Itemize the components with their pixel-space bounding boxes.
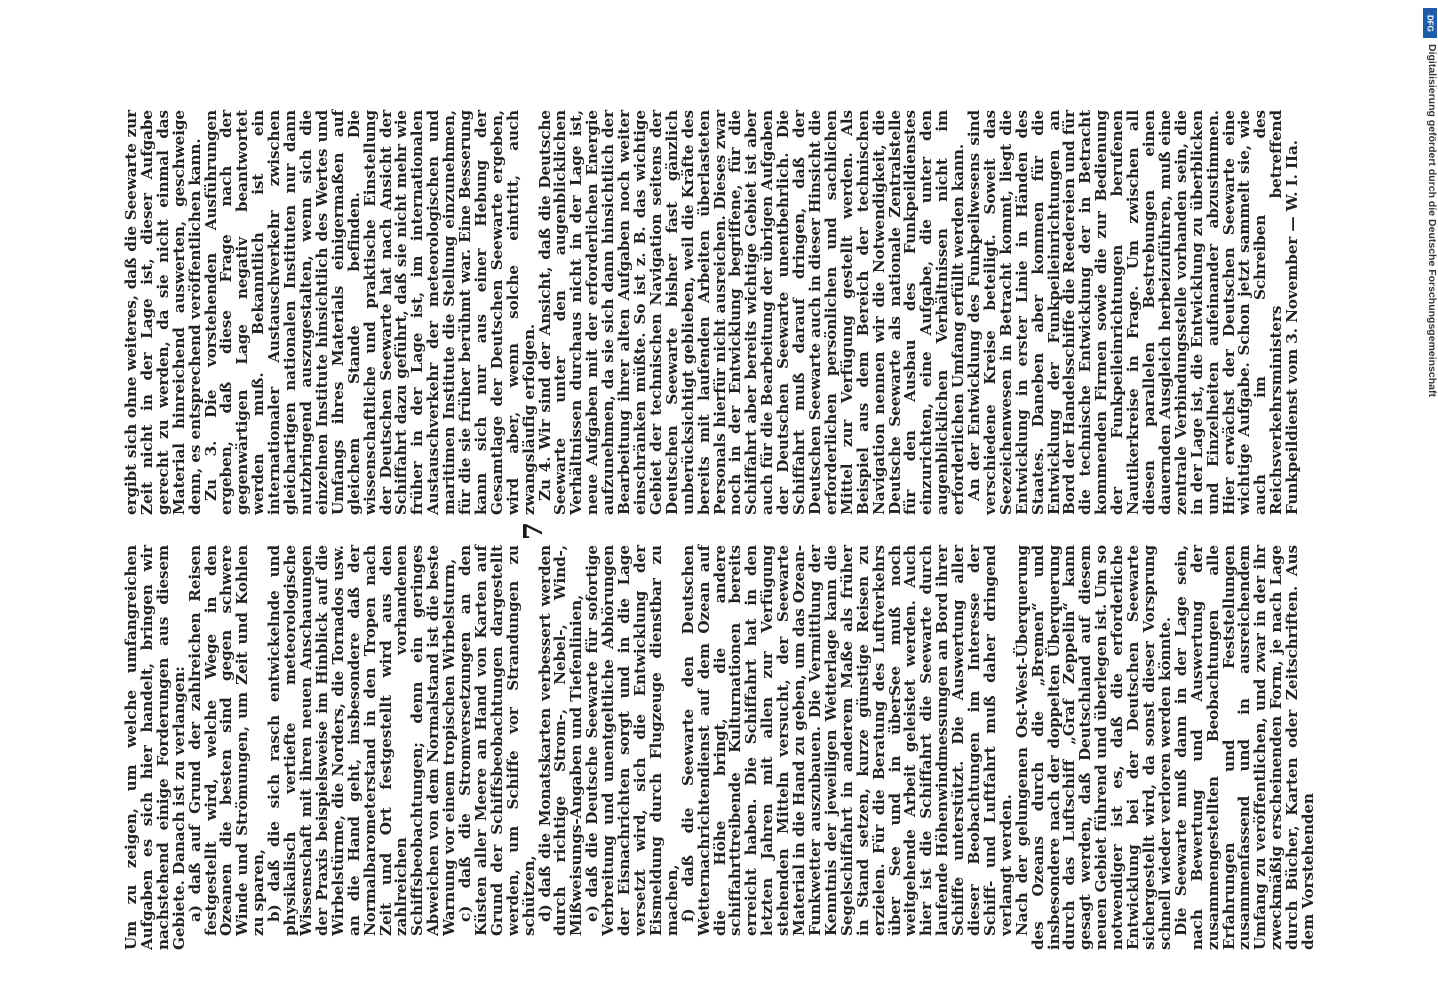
paragraph: ergibt sich ohne weiteres, daß die Seewarte zur Zeit nicht in der Lage ist, dieser Aufgabe gerecht zu werden, da sie nicht einmal das Material hinreichend auswerten, geschweige denn, es entsprechend veröffentlichen kann. — [122, 110, 204, 515]
paragraph: c) daß die Stromversetzungen an den Küsten aller Meere an Hand von Karten auf Grund der Schiffsbeobachtungen dargestellt werden, um Schiffe vor Strandungen zu schützen, — [456, 545, 538, 936]
page-number: 7 — [519, 521, 549, 540]
left-text-column — [124, 545, 1424, 950]
paragraph: Die Seewarte muß dann in der Lage sein, nach Bewertung und Auswertung der zusammengestellten Beobachtungen alle Erfahrungen und Feststellungen zusammenfassend und in ausreichendem Umfang zu veröffentlichen, und zwar in der ihr zweckmäßig erscheinenden Form, je nach Lage durch Bücher, Karten oder Zeitschriften. Aus dem Vorstehenden — [1171, 545, 1318, 950]
paragraph: Um zu zeigen, um welche umfangreichen Aufgaben es sich hier handelt, bringen wir nachstehend einige Forderungen aus diesem Gebiete. Danach ist zu verlangen: — [122, 545, 188, 950]
paragraph: An der Entwicklung des Funkpeilwesens sind verschiedene Kreise beteiligt. Soweit das Seezeichenwesen in Betracht kommt, liegt die Entwicklung in erster Linie in Händen des Staates. Daneben aber kommen für die Entwicklung der Funkpeileinrichtungen an Bord der Handelsschiffe die Reedereien und für die technische Entwicklung der in Betracht kommenden Firmen sowie die zur Bedienung der Funkpeileinrichtungen berufenen Nautikerkreise in Frage. Um zwischen all diesen parallelen Bestrebungen einen dauernden Ausgleich herbeizuführen, muß eine zentrale Verbindungsstelle vorhanden sein, die in der Lage ist, die Entwicklung zu überblicken und Einzelheiten aufeinander abzustimmen. Hier erwächst der Deutschen Seewarte eine wichtige Aufgabe. Schon jetzt sammelt sie, wie auch im Schreiben des Reichsverkehrsministers betreffend Funkpeildienst vom 3. November — W. I. IIa. — [965, 110, 1302, 515]
paragraph: Nach der gelungenen Ost-West-Überquerung des Ozeans durch die „Bremen“ und insbesondere nach der doppelten Überquerung durch das Luftschiff „Graf Zeppelin“ kann gesagt werden, daß Deutschland auf diesem neuen Gebiet führend und überlegen ist. Um so notwendiger ist es, daß die erforderliche Entwicklung bei der Deutschen Seewarte sichergestellt wird, da sonst dieser Vorsprung schnell wieder verloren werden könnte. — [1012, 545, 1174, 950]
paragraph: d) daß die Monatskarten verbessert werden durch richtige Strom-, Nebel-, Wind-, Mißweisungs-Angaben und Tiefenlinien, — [535, 545, 586, 936]
paragraph: f) daß die Seewarte den Deutschen Wetternachrichtendienst auf dem Ozean auf die Höhe bringt, die andere schiffahrttreibende Kulturnationen bereits erreicht haben. Die Schiffahrt hat in den letzten Jahren mit allen zur Verfügung stehenden Mitteln versucht, der Seewarte Material in die Hand zu geben, um das Ozean-Funkwetter auszubauen. Die Vermittlung der Kenntnis der jeweiligen Wetterlage kann die Segelschiffahrt in anderem Maße als früher in Stand setzen, kurze günstige Reisen zu erzielen. Für die Beratung des Luftverkehrs über See und in überSee muß noch weitgehende Arbeit geleistet werden. Auch hier ist die Schiffahrt die Seewarte durch laufende Höhenwindmessungen an Bord ihrer Schiffe unterstützt. Die Auswertung aller dieser Beobachtungen im Interesse der Schiff- und Luftfahrt muß daher dringend verlangt werden. — [678, 545, 1015, 936]
paragraph: Zu 3. Die vorstehenden Ausführungen ergeben, daß diese Frage nach der gegenwärtigen Lage negativ beantwortet werden muß. Bekanntlich ist ein internationaler Austauschverkehr zwischen gleichartigen nationalen Instituten nur dann nutzbringend auszugestalten, wenn sich die einzelnen Institute hinsichtlich des Wertes und Umfangs ihres Materials einigermaßen auf gleichem Stande befinden. Die wissenschaftliche und praktische Einstellung der Deutschen Seewarte hat nach Ansicht der Schiffahrt dazu geführt, daß sie nicht mehr wie früher in der Lage ist, im internationalen Austauschverkehr der meteorologischen und maritimen Institute die Stellung einzunehmen, für die sie früher berühmt war. Eine Besserung kann sich nur aus einer Hebung der Gesamtlage der Deutschen Seewarte ergeben, wird aber, wenn solche eintritt, auch zwangsläufig erfolgen. — [201, 110, 538, 515]
paragraph: e) daß die Deutsche Seewarte für sofortige Verbreitung und unentgeltliche Abhörungen der Eisnachrichten sorgt und in die Lage versetzt wird, sich die Entwicklung der Eismeldung durch Flugzeuge dienstbar zu machen, — [583, 545, 681, 936]
right-text-column — [124, 110, 1424, 515]
dfg-logo: DFG — [1423, 8, 1437, 38]
paragraph: a) daß auf Grund der zahlreichen Reisen festgestellt wird, welche Wege in den Ozeanen die besten sind gegen schwere Winde und Strömungen, um Zeit und Kohlen zu sparen, — [185, 545, 268, 936]
paragraph: b) daß die sich rasch entwickelnde und physikalisch vertiefte meteorologische Wissenschaft mit ihren neuen Anschauungen der Praxis beispielsweise im Hinblick auf die Wirbelstürme, die Norders, die Tornados usw. an die Hand geht, insbesondere daß der Normalbarometerstand in den Tropen nach Zeit und Ort festgestellt wird aus den zahlreichen vorhandenen Schiffsbeobachtungen; denn ein geringes Abweichen von dem Normalstand ist die beste Warnung vor einem tropischen Wirbelsturm, — [265, 545, 459, 936]
digitization-credit: Digitalisierung gefördert durch die Deutsche Forschungsgemeinschaft — [1426, 44, 1438, 397]
paragraph: Zu 4. Wir sind der Ansicht, daß die Deutsche Seewarte unter den augenblicklichen Verhältnissen durchaus nicht in der Lage ist, neue Aufgaben mit der erforderlichen Energie aufzunehmen, da sie sich dann hinsichtlich der Bearbeitung ihrer alten Aufgaben noch weiter einschränken müßte. So ist z. B. das wichtige Gebiet der technischen Navigation seitens der Deutschen Seewarte bisher fast gänzlich unberücksichtigt geblieben, weil die Kräfte des bereits mit laufenden Arbeiten überlasteten Personals hierfür nicht ausreichen. Dieses zwar noch in der Entwicklung begriffene, für die Schiffahrt aber bereits wichtige Gebiet ist aber auch für die Bearbeitung der übrigen Aufgaben der Deutschen Seewarte unentbehrlich. Die Schiffahrt muß darauf dringen, daß der Deutschen Seewarte auch in dieser Hinsicht die erforderlichen persönlichen und sachlichen Mittel zur Verfügung gestellt werden. Als Beispiel aus dem Bereich der technischen Navigation nennen wir die Notwendigkeit, die Deutsche Seewarte als nationale Zentralstelle für den Ausbau des Funkpeildienstes einzurichten, eine Aufgabe, die unter den augenblicklichen Verhältnissen nicht im erforderlichen Umfang erfüllt werden kann. — [535, 110, 968, 515]
document-page — [124, 70, 1429, 960]
